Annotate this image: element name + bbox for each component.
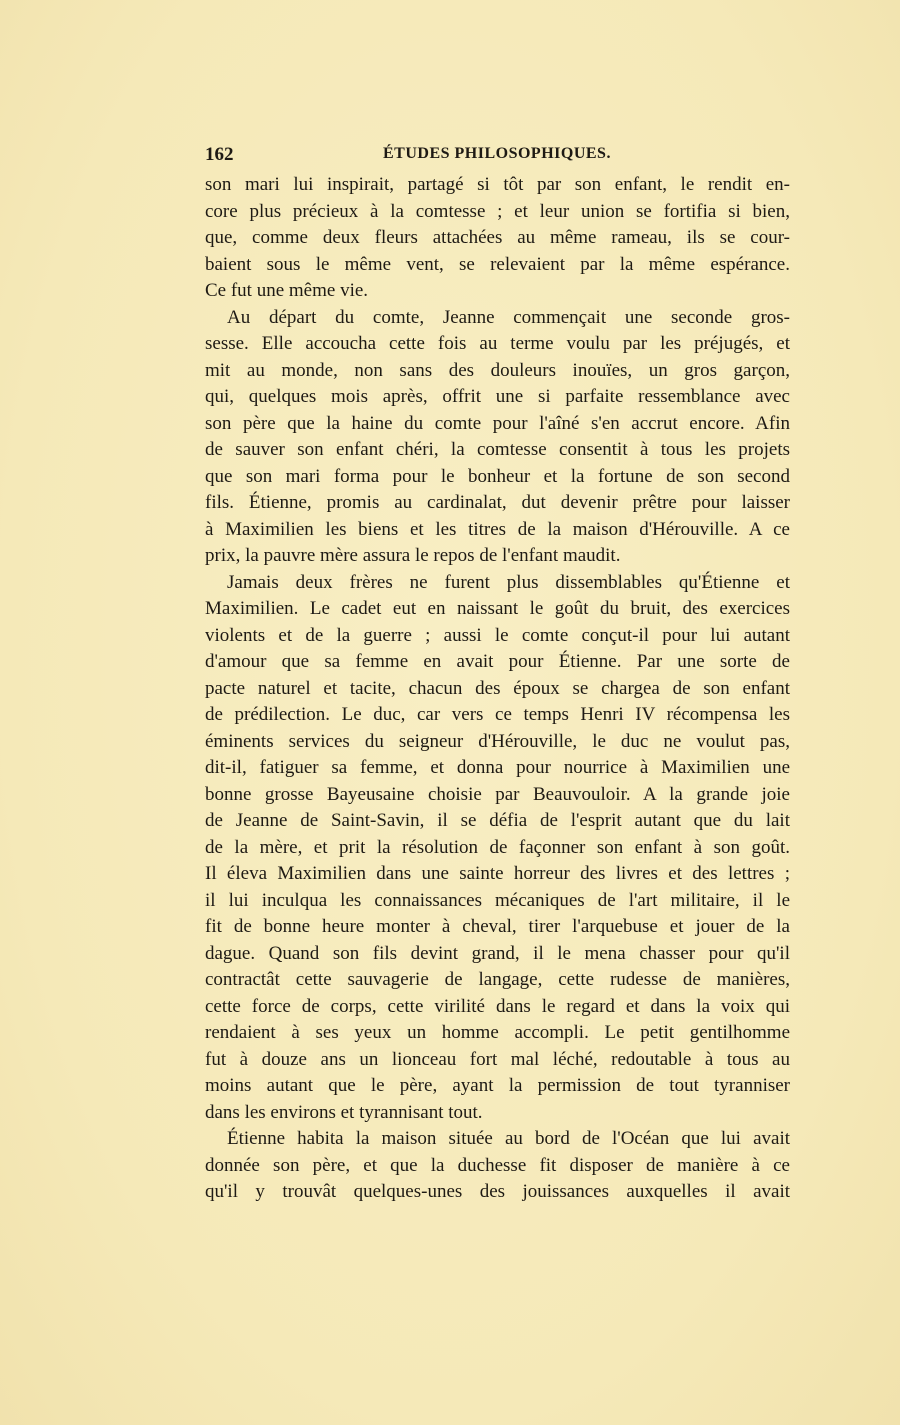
text-line: que, comme deux fleurs attachées au même rameau, ils se cour-	[205, 227, 790, 248]
text-line: violents et de la guerre ; aussi le comte conçut-il pour lui autant	[205, 624, 790, 646]
text-line: de sauver son enfant chéri, la comtesse consentit à tous les projets	[205, 439, 790, 460]
text-line: mit au monde, non sans des douleurs inouïes, un gros garçon,	[205, 359, 790, 381]
text-line: bonne grosse Bayeusaine choisie par Beauvouloir. A la grande joie	[205, 783, 790, 805]
text-line: dague. Quand son fils devint grand, il le mena chasser pour qu'il	[205, 942, 790, 964]
text-line: fut à douze ans un lionceau fort mal léché, redoutable à tous au	[205, 1048, 790, 1070]
text-line: que son mari forma pour le bonheur et la fortune de son second	[205, 465, 790, 487]
paragraph	[205, 172, 790, 305]
text-line: sesse. Elle accoucha cette fois au terme voulu par les préjugés, et	[205, 333, 790, 354]
text-line: Jamais deux frères ne furent plus dissemblables qu'Étienne et	[227, 571, 790, 593]
text-line: core plus précieux à la comtesse ; et leur union se fortifia si bien,	[205, 200, 790, 222]
body-text	[205, 172, 790, 1206]
text-line: baient sous le même vent, se relevaient par la même espérance.	[205, 253, 790, 275]
text-line: Au départ du comte, Jeanne commençait une seconde gros-	[227, 306, 790, 328]
text-line: Étienne habita la maison située au bord de l'Océan que lui avait	[227, 1128, 790, 1149]
text-line: Maximilien. Le cadet eut en naissant le goût du bruit, des exercices	[205, 598, 790, 619]
text-line: pacte naturel et tacite, chacun des époux se chargea de son enfant	[205, 677, 790, 699]
text-line: donnée son père, et que la duchesse fit disposer de manière à ce	[205, 1154, 790, 1176]
text-line: qui, quelques mois après, offrit une si parfaite ressemblance avec	[205, 386, 790, 407]
text-line: éminents services du seigneur d'Hérouville, le duc ne voulut pas,	[205, 730, 790, 752]
text-line: à Maximilien les biens et les titres de la maison d'Hérouville. A ce	[205, 518, 790, 540]
text-line: fit de bonne heure monter à cheval, tirer l'arquebuse et jouer de la	[205, 916, 790, 937]
text-line: dit-il, fatiguer sa femme, et donna pour nourrice à Maximilien une	[205, 757, 790, 778]
text-line: rendaient à ses yeux un homme accompli. Le petit gentilhomme	[205, 1022, 790, 1043]
page-number: 162	[205, 144, 234, 165]
text-line: prix, la pauvre mère assura le repos de l'enfant maudit.	[205, 545, 621, 566]
running-title: ÉTUDES PHILOSOPHIQUES.	[383, 145, 611, 162]
text-line: Ce fut une même vie.	[205, 280, 369, 301]
text-line: d'amour que sa femme en avait pour Étienne. Par une sorte de	[205, 651, 790, 672]
paragraph	[205, 570, 790, 1127]
text-line: Il éleva Maximilien dans une sainte horreur des livres et des lettres ;	[205, 863, 790, 884]
text-line: dans les environs et tyrannisant tout.	[205, 1101, 483, 1123]
text-line: son mari lui inspirait, partagé si tôt par son enfant, le rendit en-	[205, 174, 790, 195]
text-line: de Jeanne de Saint-Savin, il se défia de l'esprit autant que du lait	[205, 810, 790, 831]
text-line: qu'il y trouvât quelques-unes des jouissances auxquelles il avait	[205, 1181, 790, 1202]
page-header	[205, 144, 623, 168]
text-line: de prédilection. Le duc, car vers ce temps Henri IV récompensa les	[205, 704, 790, 725]
text-line: il lui inculqua les connaissances mécaniques de l'art militaire, il le	[205, 889, 790, 911]
text-line: de la mère, et prit la résolution de façonner son enfant à son goût.	[205, 836, 790, 858]
text-line: cette force de corps, cette virilité dans le regard et dans la voix qui	[205, 995, 790, 1017]
paragraph	[205, 1126, 790, 1206]
paragraph	[205, 305, 790, 570]
text-line: fils. Étienne, promis au cardinalat, dut devenir prêtre pour laisser	[205, 492, 790, 513]
text-line: contractât cette sauvagerie de langage, cette rudesse de manières,	[205, 969, 790, 990]
text-line: son père que la haine du comte pour l'aîné s'en accrut encore. Afin	[205, 412, 790, 434]
text-line: moins autant que le père, ayant la permission de tout tyranniser	[205, 1075, 790, 1096]
